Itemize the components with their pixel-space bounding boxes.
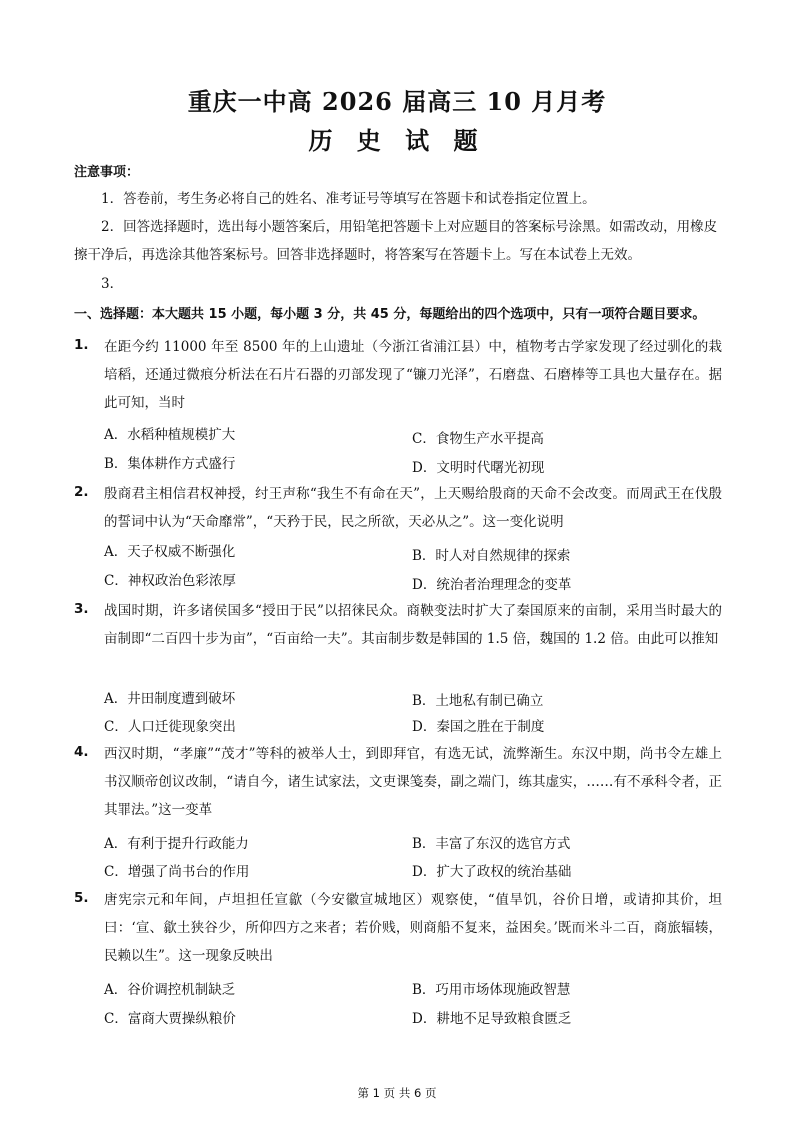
question-stem: 战国时期，许多诸侯国多“授田于民”以招徕民众。商鞅变法时扩大了秦国原来的亩制，采用当时最大的亩制即“二百四十步为亩”，“百亩给一夫”。其亩制步数是韩国的 1.5 倍，魏国的 1.2 倍。由此可以推知 xyxy=(104,603,722,647)
option-c: C．食物生产水平提高 xyxy=(412,431,544,447)
question-number: 1. xyxy=(74,337,89,353)
option-a: A．天子权威不断强化 xyxy=(104,544,236,560)
question-stem: 在距今约 11000 年至 8500 年的上山遗址（今浙江省浦江县）中，植物考古学家发现了经过驯化的栽培稻，还通过微痕分析法在石片石器的刃部发现了“镰刀光泽”，石磨盘、石磨棒等工具也大量存在。据此可知，当时 xyxy=(104,339,722,411)
notes-heading: 注意事项： xyxy=(74,165,140,180)
option-b: B．丰富了东汉的选官方式 xyxy=(412,836,571,852)
option-c: C．人口迁徙现象突出 xyxy=(104,719,236,735)
option-b: B．集体耕作方式盛行 xyxy=(104,456,236,472)
option-a: A．谷价调控机制缺乏 xyxy=(104,982,236,998)
option-c: C．富商大贾操纵粮价 xyxy=(104,1011,236,1027)
note-item-3: 3． xyxy=(101,276,124,292)
option-a: A．水稻种植规模扩大 xyxy=(104,427,236,443)
exam-title: 重庆一中高 2026 届高三 10 月月考 xyxy=(187,87,607,116)
option-d: D．文明时代曙光初现 xyxy=(412,460,545,476)
question-number: 5. xyxy=(74,890,89,906)
section-heading: 一、选择题：本大题共 15 小题，每小题 3 分，共 45 分，每题给出的四个选项中，只有一项符合题目要求。 xyxy=(74,307,706,322)
question-number: 4. xyxy=(74,744,89,760)
option-a: A．井田制度遭到破坏 xyxy=(104,691,236,707)
note-item-2: 2．回答选择题时，选出每小题答案后，用铅笔把答题卡上对应题目的答案标号涂黑。如需改动，用橡皮擦干净后，再选涂其他答案标号。回答非选择题时，将答案写在答题卡上。写在本试卷上无效。 xyxy=(74,219,718,263)
option-d: D．耕地不足导致粮食匮乏 xyxy=(412,1011,572,1027)
question-number: 3. xyxy=(74,601,89,617)
question-stem: 西汉时期，“孝廉”“茂才”等科的被举人士，到即拜官，有选无试，流弊渐生。东汉中期，尚书令左雄上书汉顺帝创议改制，“请自今，诸生试家法，文吏课笺奏，副之端门，练其虚实，……有不承科令者，正其罪法。”这一变革 xyxy=(104,746,722,818)
question-stem: 唐宪宗元和年间，卢坦担任宣歙（今安徽宣城地区）观察使，“值旱饥，谷价日增，或请抑其价，坦曰：‘宣、歙土狭谷少，所仰四方之来者；若价贱，则商船不复来，益困矣。’既而米斗二百，商旅辐辏，民赖以生”。这一现象反映出 xyxy=(104,892,722,964)
question-number: 2. xyxy=(74,484,89,500)
option-a: A．有利于提升行政能力 xyxy=(104,836,249,852)
option-b: B．巧用市场体现施政智慧 xyxy=(412,982,571,998)
page-footer: 第 1 页 共 6 页 xyxy=(357,1086,437,1100)
option-d: D．扩大了政权的统治基础 xyxy=(412,864,572,880)
option-d: D．统治者治理理念的变革 xyxy=(412,577,572,593)
option-c: C．神权政治色彩浓厚 xyxy=(104,573,236,589)
option-b: B．土地私有制已确立 xyxy=(412,693,544,709)
option-d: D．秦国之胜在于制度 xyxy=(412,719,545,735)
option-b: B．时人对自然规律的探索 xyxy=(412,548,571,564)
note-item-1: 1．答卷前，考生务必将自己的姓名、准考证号等填写在答题卡和试卷指定位置上。 xyxy=(101,191,596,207)
option-c: C．增强了尚书台的作用 xyxy=(104,864,250,880)
exam-subject: 历 史 试 题 xyxy=(308,126,486,155)
question-stem: 殷商君主相信君权神授，纣王声称“我生不有命在天”，上天赐给殷商的天命不会改变。而周武王在伐殷的誓词中认为“天命靡常”，“天矜于民，民之所欲，天必从之”。这一变化说明 xyxy=(104,486,722,530)
